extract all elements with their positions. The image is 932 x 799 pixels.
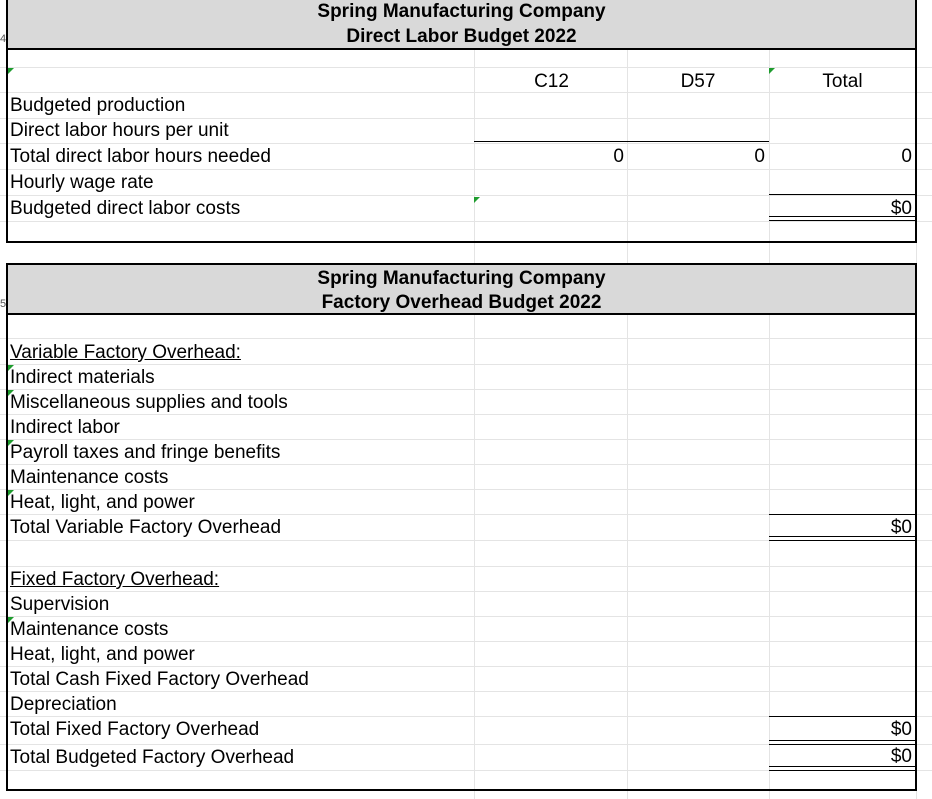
row-label: Total Fixed Factory Overhead	[10, 719, 260, 740]
row-label: Total direct labor hours needed	[10, 146, 271, 167]
column-header-d57: D57	[680, 71, 716, 92]
underline	[769, 514, 916, 515]
column-header-total: Total	[822, 71, 863, 92]
row-label: Indirect labor	[10, 417, 120, 438]
underline	[474, 141, 769, 142]
labor-budget-header	[8, 0, 915, 50]
overhead-budget-header	[8, 265, 915, 315]
row-label: Budgeted direct labor costs	[10, 198, 241, 219]
error-indicator-icon	[8, 390, 14, 396]
row-label: Total Cash Fixed Factory Overhead	[10, 669, 309, 690]
underline	[769, 716, 916, 717]
budgeted-labor-cost: $0	[890, 198, 912, 219]
column-header-c12: C12	[534, 71, 569, 92]
row-label: Miscellaneous supplies and tools	[10, 392, 288, 413]
error-indicator-icon	[8, 490, 14, 496]
error-indicator-icon	[474, 197, 480, 203]
row-label: Budgeted production	[10, 95, 186, 116]
error-indicator-icon	[8, 365, 14, 371]
row-label: Heat, light, and power	[10, 644, 195, 665]
row-label: Heat, light, and power	[10, 492, 195, 513]
total-variable-overhead: $0	[890, 517, 912, 538]
total-hours: 0	[901, 146, 912, 167]
c12-total-hours: 0	[613, 146, 624, 167]
error-indicator-icon	[8, 440, 14, 446]
fixed-overhead-heading: Fixed Factory Overhead:	[10, 569, 220, 590]
double-underline	[769, 766, 916, 771]
double-underline	[769, 536, 916, 541]
row-number: 5	[0, 298, 7, 310]
row-label: Total Budgeted Factory Overhead	[10, 747, 295, 768]
row-label: Supervision	[10, 594, 110, 615]
row-label: Payroll taxes and fringe benefits	[10, 442, 281, 463]
double-underline	[769, 216, 916, 221]
company-name: Spring Manufacturing Company	[317, 1, 606, 22]
row-label: Direct labor hours per unit	[10, 120, 229, 141]
error-indicator-icon	[8, 68, 14, 74]
row-label: Hourly wage rate	[10, 172, 154, 193]
row-number: 4	[0, 33, 7, 45]
error-indicator-icon	[8, 617, 14, 623]
row-label: Maintenance costs	[10, 467, 169, 488]
total-budgeted-overhead: $0	[890, 746, 912, 767]
d57-total-hours: 0	[754, 146, 765, 167]
row-label: Indirect materials	[10, 367, 155, 388]
underline	[769, 194, 916, 195]
variable-overhead-heading: Variable Factory Overhead:	[10, 342, 241, 363]
row-label: Total Variable Factory Overhead	[10, 517, 282, 538]
row-label: Maintenance costs	[10, 619, 169, 640]
company-name: Spring Manufacturing Company	[317, 268, 606, 289]
budget-title: Direct Labor Budget 2022	[346, 26, 577, 47]
row-label: Depreciation	[10, 694, 117, 715]
budget-title: Factory Overhead Budget 2022	[321, 292, 602, 313]
total-fixed-overhead: $0	[890, 719, 912, 740]
